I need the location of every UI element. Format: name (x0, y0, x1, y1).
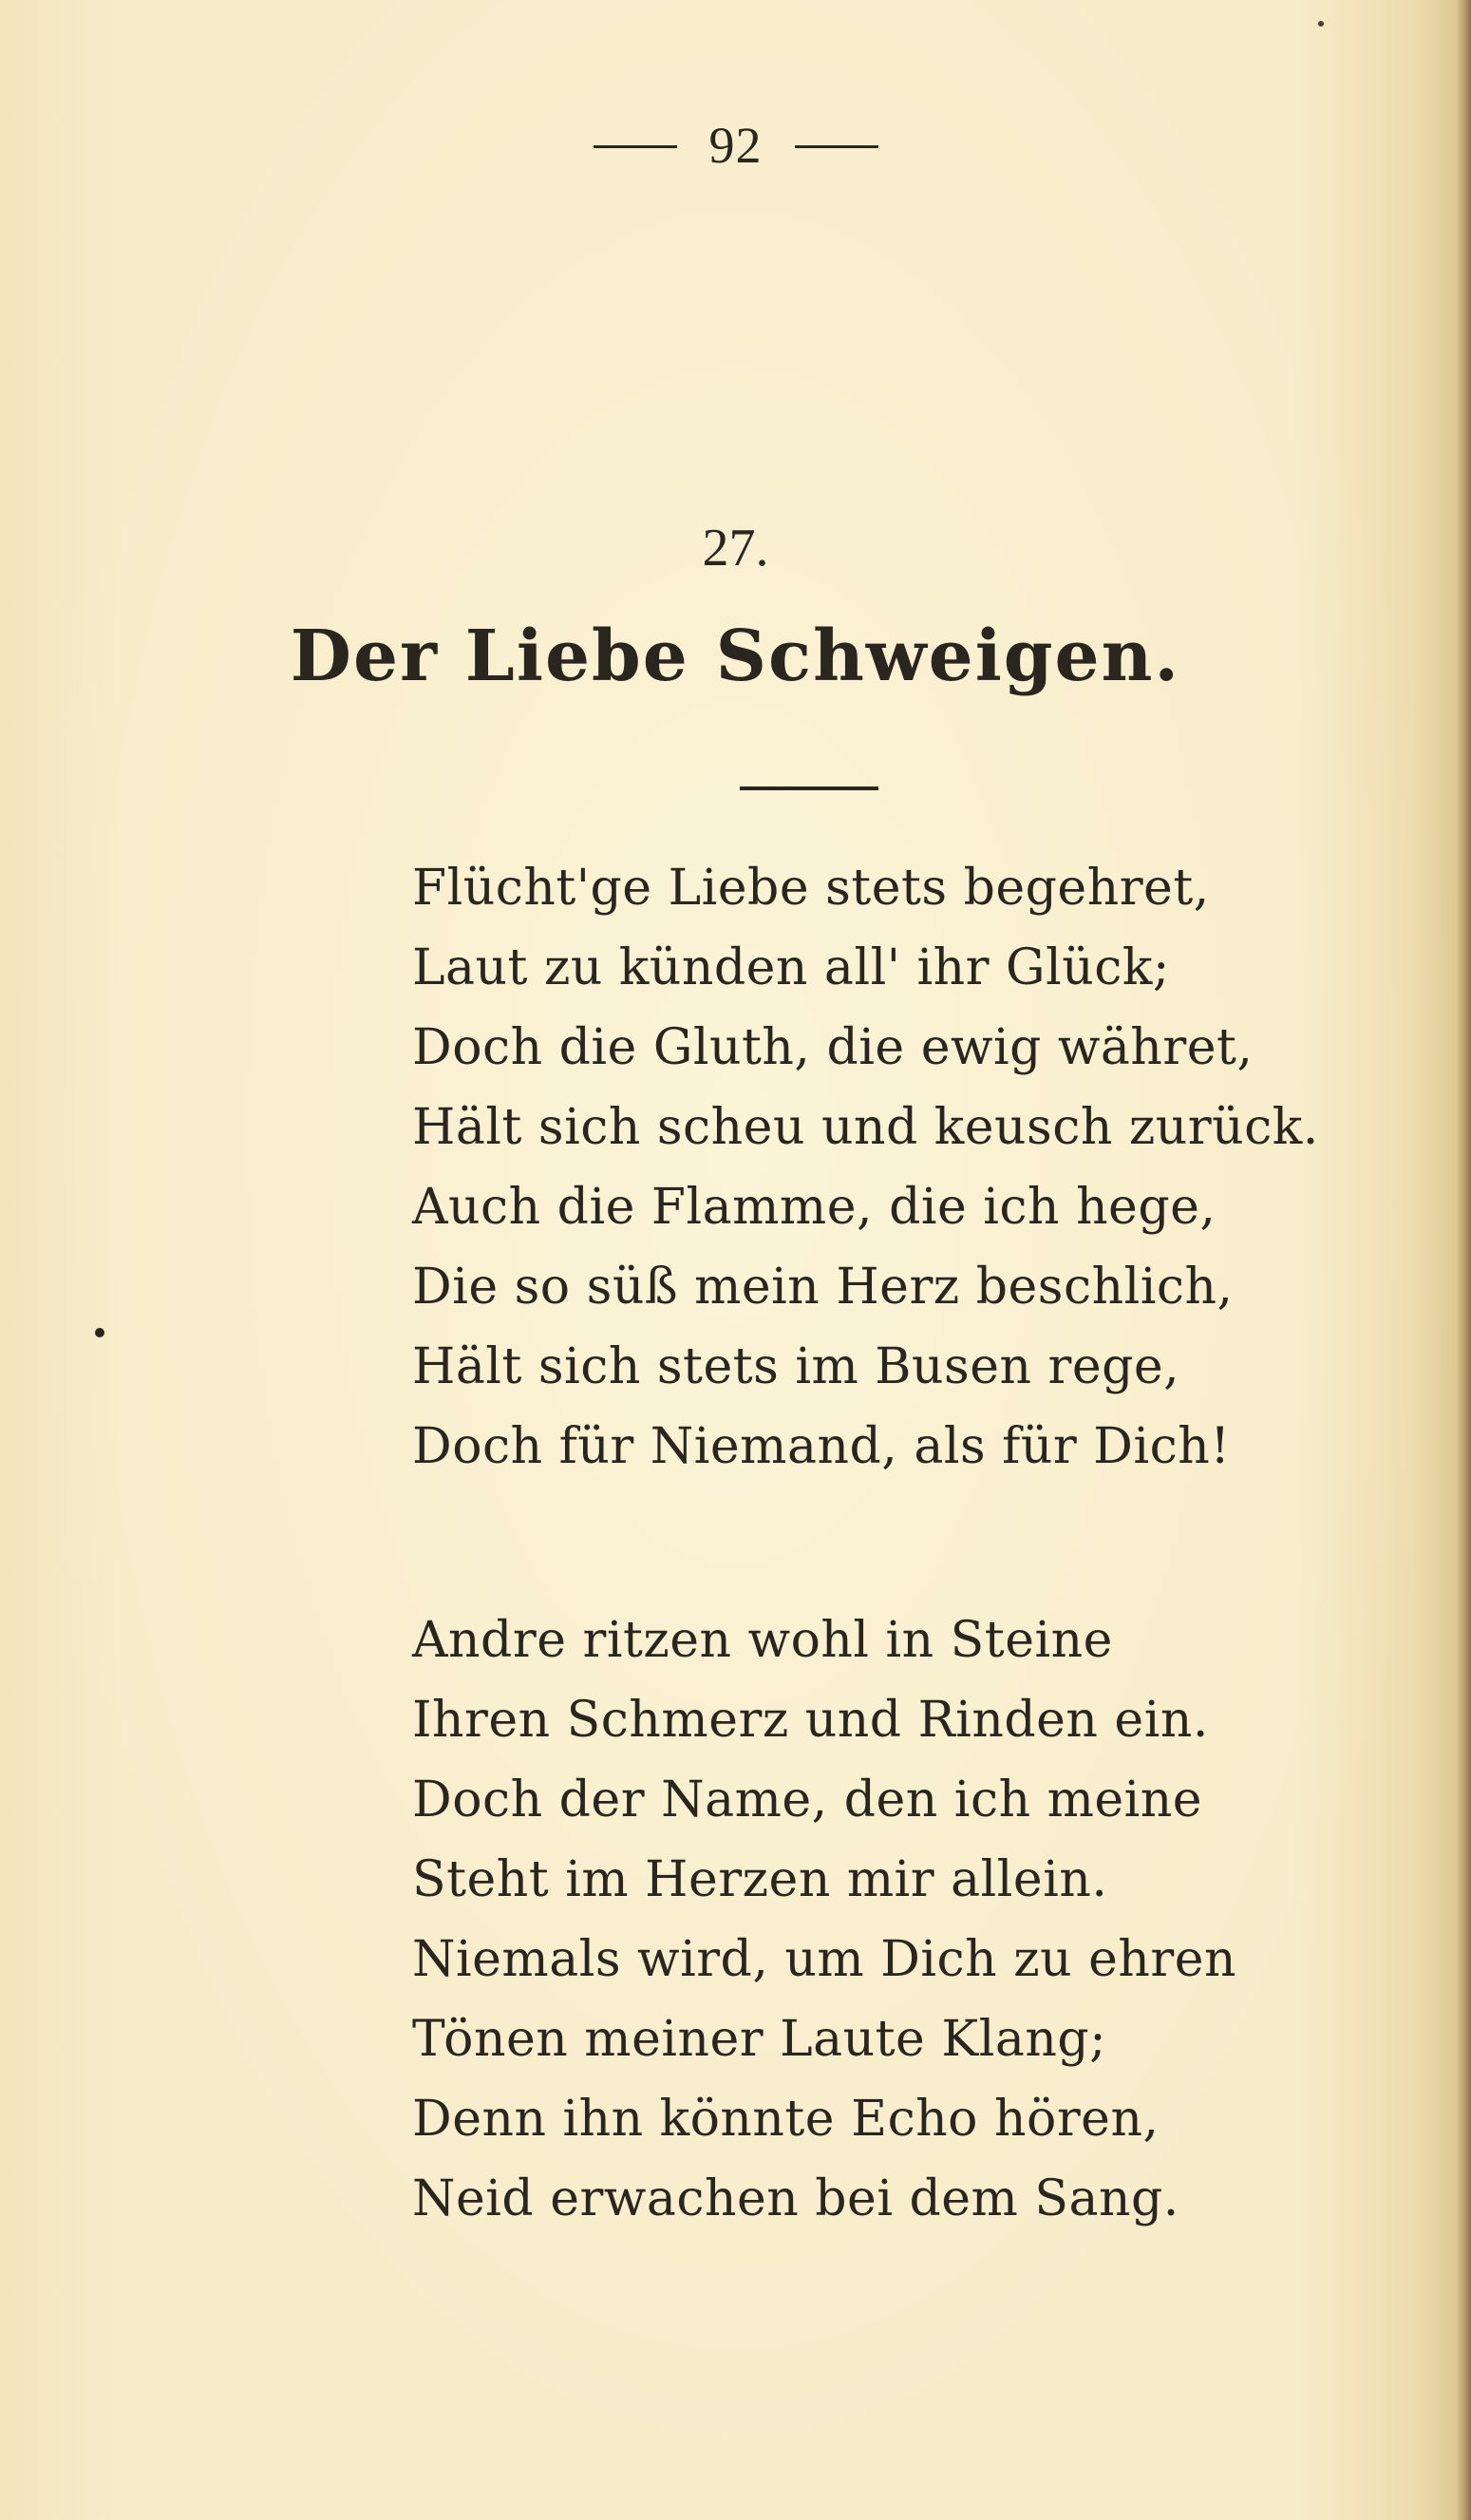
verse-line: Niemals wird, um Dich zu ehren (412, 1931, 1236, 1988)
verse-line: Hält sich stets im Busen rege, (412, 1338, 1180, 1395)
verse-line: Tönen meiner Laute Klang; (412, 2011, 1107, 2068)
dash-left (594, 145, 677, 148)
stanza-2 (412, 1601, 1236, 2239)
verse-line: Doch für Niemand, als für Dich! (412, 1418, 1231, 1475)
ink-speck (95, 1328, 104, 1337)
title-rule (740, 786, 878, 790)
page-number-text: 92 (708, 117, 763, 174)
dash-right (795, 145, 878, 148)
page-number (0, 116, 1471, 175)
verse-line: Die so süß mein Herz beschlich, (412, 1259, 1234, 1316)
verse-line: Flücht'ge Liebe stets begehret, (412, 860, 1210, 917)
verse-line: Neid erwachen bei dem Sang. (412, 2170, 1179, 2227)
verse-line: Auch die Flamme, die ich hege, (412, 1179, 1216, 1236)
poem-title: Der Liebe Schweigen. (290, 616, 1181, 697)
page-edge-shadow (1456, 0, 1471, 2520)
stanza-1 (412, 848, 1319, 1487)
verse-line: Denn ihn könnte Echo hören, (412, 2091, 1160, 2148)
verse-line: Doch die Gluth, die ewig währet, (412, 1019, 1254, 1076)
poem-number: 27. (702, 519, 769, 578)
verse-line: Ihren Schmerz und Rinden ein. (412, 1692, 1209, 1749)
verse-line: Hält sich scheu und keusch zurück. (412, 1099, 1319, 1156)
verse-line: Steht im Herzen mir allein. (412, 1851, 1108, 1908)
ink-speck (1318, 21, 1324, 27)
verse-line: Andre ritzen wohl in Steine (412, 1612, 1113, 1669)
verse-line: Laut zu künden all' ihr Glück; (412, 939, 1170, 996)
verse-line: Doch der Name, den ich meine (412, 1772, 1203, 1828)
